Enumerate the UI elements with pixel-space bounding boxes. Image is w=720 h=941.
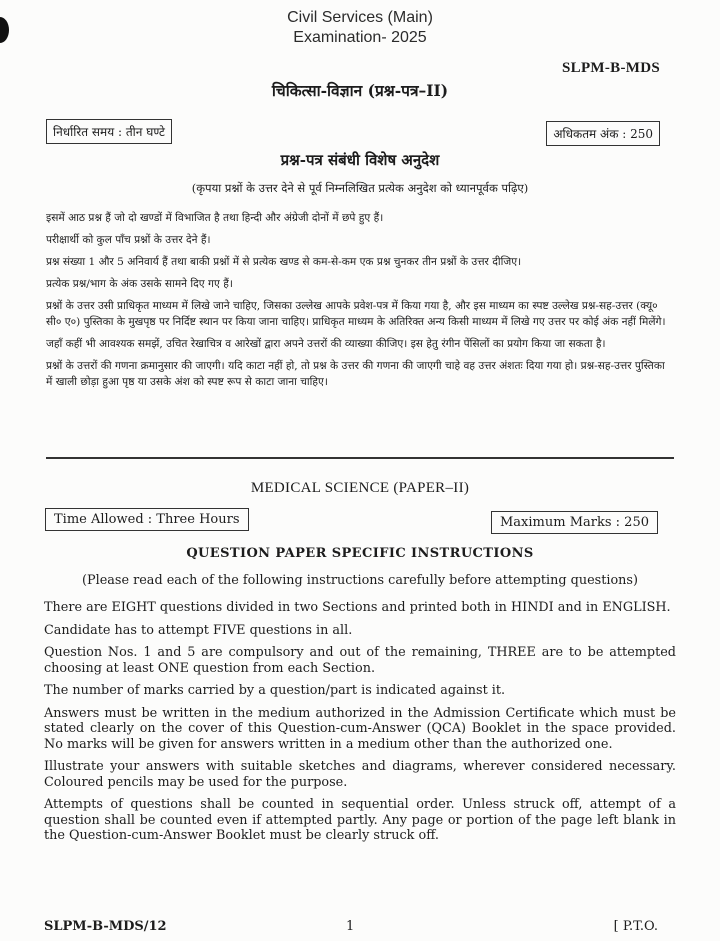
- english-instruction-3: Question Nos. 1 and 5 are compulsory and out of the remaining, THREE are to be attempted choosing at least ONE question from each Section.: [44, 645, 676, 676]
- hindi-instruction-6: जहाँ कहीं भी आवश्यक समझें, उचित रेखाचित्र व आरेखों द्वारा अपने उत्तरों की व्याख्या कीजिए। इस हेतु रंगीन पेंसिलों का प्रयोग किया जा सकता है।: [46, 338, 606, 350]
- footer-paper-code: SLPM-B-MDS/12: [44, 919, 167, 934]
- english-instruction-2: Candidate has to attempt FIVE questions in all.: [44, 622, 353, 638]
- english-subject-title: MEDICAL SCIENCE (PAPER–II): [250, 480, 470, 496]
- english-read-note: (Please read each of the following instructions carefully before attempting questions): [82, 573, 638, 588]
- hindi-instruction-4: प्रत्येक प्रश्न/भाग के अंक उसके सामने दिए गए हैं।: [46, 278, 233, 290]
- hindi-instructions-heading: प्रश्न-पत्र संबंधी विशेष अनुदेश: [280, 151, 440, 169]
- hindi-instruction-5: प्रश्नों के उत्तर उसी प्राधिकृत माध्यम में लिखे जाने चाहिए, जिसका उल्लेख आपके प्रवेश-पत्र में किया गया है, और इस माध्यम का स्पष्ट उल्लेख प्रश्न-सह-उत्तर (क्यू० सी० ए०) पुस्तिका के मुखपृष्ठ पर निर्दिष्ट स्थान पर किया जाना चाहिए। प्राधिकृत माध्यम के अतिरिक्त अन्य किसी माध्यम में लिखे गए उत्तर पर कोई अंक नहीं मिलेंगे।: [46, 300, 666, 328]
- english-instructions-heading: QUESTION PAPER SPECIFIC INSTRUCTIONS: [186, 546, 534, 561]
- hindi-instruction-1: इसमें आठ प्रश्न हैं जो दो खण्डों में विभाजित है तथा हिन्दी और अंग्रेजी दोनों में छपे हुए हैं।: [46, 212, 384, 224]
- exam-name-line2: Examination- 2025: [293, 29, 427, 46]
- hindi-subject-title: चिकित्सा-विज्ञान (प्रश्न-पत्र–II): [271, 81, 449, 100]
- exam-name-line1: Civil Services (Main): [287, 9, 433, 26]
- hindi-instruction-7: प्रश्नों के उत्तरों की गणना क्रमानुसार की जाएगी। यदि काटा नहीं हो, तो प्रश्न के उत्तर की गणना की जाएगी चाहे वह उत्तर अंशतः दिया गया हो। प्रश्न-सह-उत्तर पुस्तिका में खाली छोड़ा हुआ पृष्ठ या उसके अंश को स्पष्ट रूप से काटा जाना चाहिए।: [46, 360, 665, 388]
- hindi-instructions-list: [46, 210, 674, 396]
- page-number: 1: [346, 919, 355, 934]
- english-instructions-list: [44, 600, 676, 851]
- section-divider: [46, 457, 674, 459]
- english-instruction-6: Illustrate your answers with suitable sketches and diagrams, wherever considered necessary. Coloured pencils may be used for the purpose.: [44, 759, 676, 790]
- please-turn-over: [ P.T.O.: [613, 919, 658, 934]
- hindi-time-allowed-box: निर्धारित समय : तीन घण्टे: [46, 119, 172, 144]
- english-max-marks-box: Maximum Marks : 250: [491, 511, 658, 534]
- english-instruction-7: Attempts of questions shall be counted in sequential order. Unless struck off, attempt of a question shall be counted even if attempted partly. Any page or portion of the page left blank in the Question-cum-Answer Booklet must be clearly struck off.: [44, 797, 676, 843]
- english-instruction-4: The number of marks carried by a question/part is indicated against it.: [44, 683, 506, 698]
- english-instruction-1: There are EIGHT questions divided in two Sections and printed both in HINDI and in ENGLISH.: [44, 600, 671, 615]
- hindi-instruction-2: परीक्षार्थी को कुल पाँच प्रश्नों के उत्तर देने हैं।: [46, 234, 211, 246]
- hindi-max-marks-box: अधिकतम अंक : 250: [546, 121, 660, 146]
- english-time-allowed-box: Time Allowed : Three Hours: [45, 508, 249, 531]
- english-instruction-5: Answers must be written in the medium authorized in the Admission Certificate which must be stated clearly on the cover of this Question-cum-Answer (QCA) Booklet in the space provided. No marks will be given for answers written in a medium other than the authorized one.: [44, 705, 676, 752]
- hindi-instruction-3: प्रश्न संख्या 1 और 5 अनिवार्य हैं तथा बाकी प्रश्नों में से प्रत्येक खण्ड से कम-से-कम एक प्रश्न चुनकर तीन प्रश्नों के उत्तर दीजिए।: [46, 256, 522, 268]
- paper-code: SLPM-B-MDS: [562, 60, 660, 76]
- hindi-read-note: (कृपया प्रश्नों के उत्तर देने से पूर्व निम्नलिखित प्रत्येक अनुदेश को ध्यानपूर्वक पढ़िए): [191, 181, 529, 195]
